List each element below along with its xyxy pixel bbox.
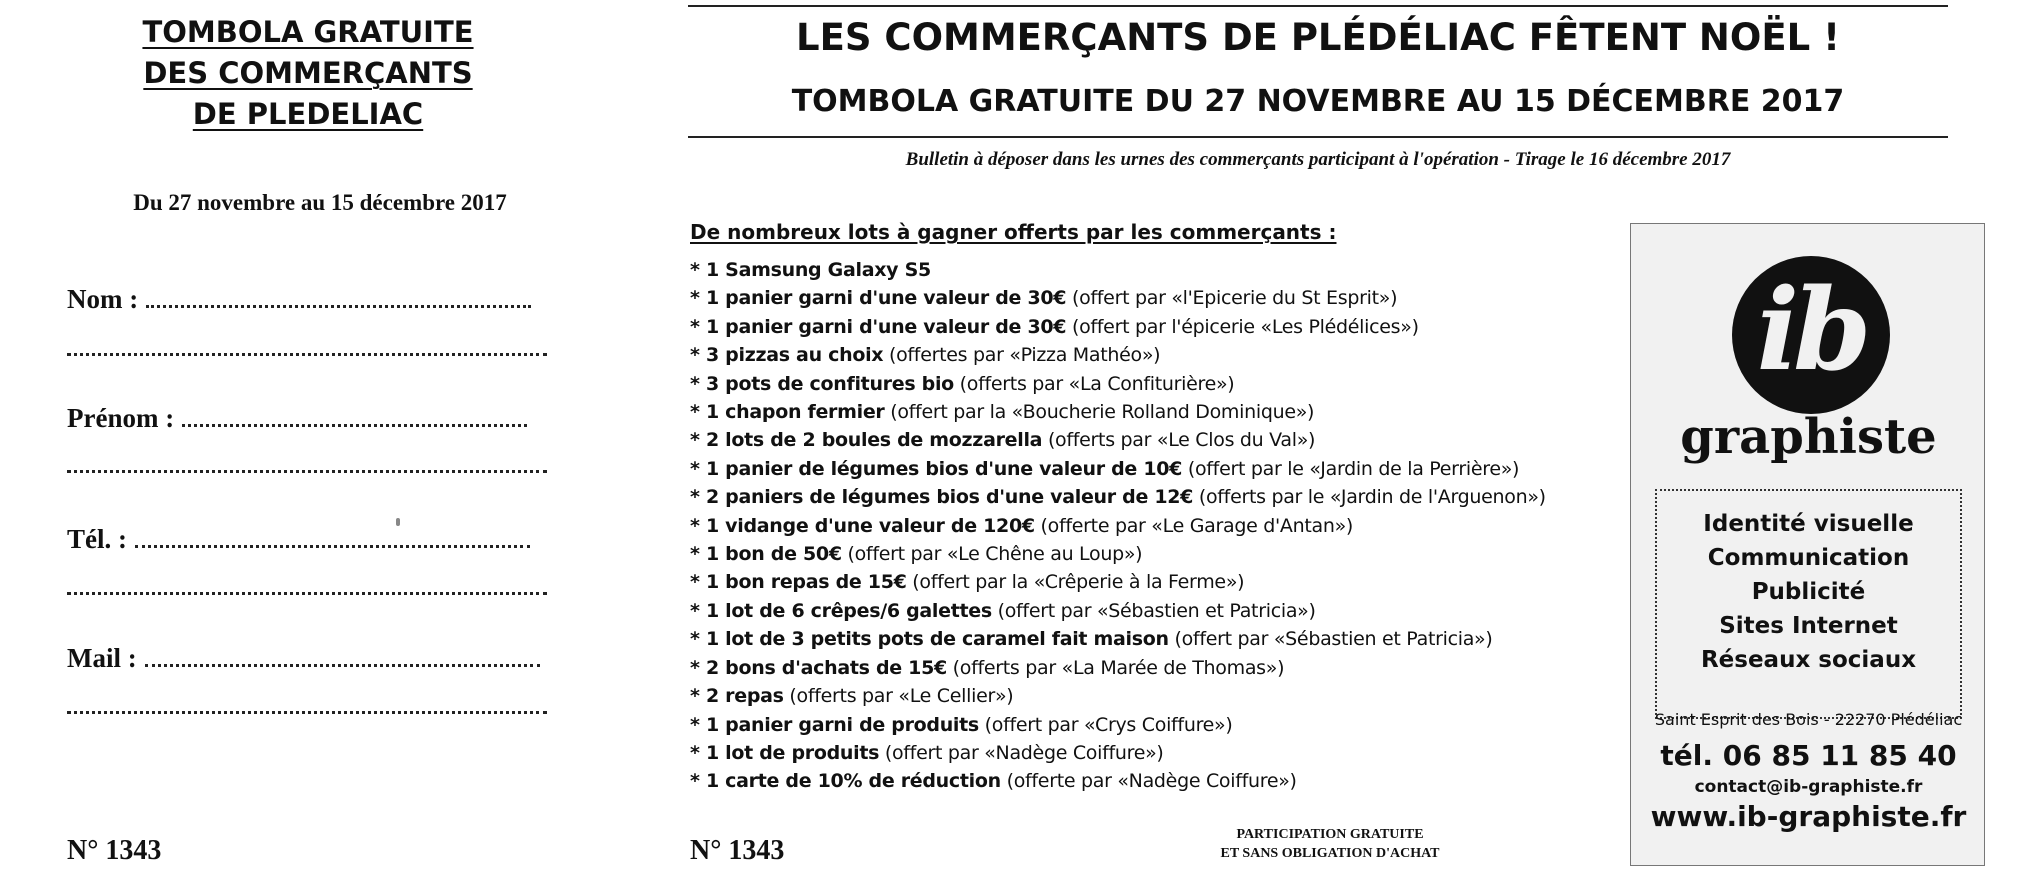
main-title: LES COMMERÇANTS DE PLÉDÉLIAC FÊTENT NOËL ! xyxy=(796,16,1840,59)
scan-speck xyxy=(396,518,400,526)
ticket-stub xyxy=(0,0,660,878)
prize-item: * 1 panier garni d'une valeur de 30€ (offert par «l'Epicerie du St Esprit») xyxy=(690,287,1398,310)
tel-field[interactable] xyxy=(67,524,547,555)
ad-phone: tél. 06 85 11 85 40 xyxy=(1660,739,1957,772)
service-item: Publicité xyxy=(1751,579,1866,605)
logo-mark: ib xyxy=(1756,265,1866,396)
prize-item: * 1 bon de 50€ (offert par «Le Chêne au Loup») xyxy=(690,543,1143,566)
ticket-main xyxy=(660,0,2024,878)
nom-extra-line[interactable] xyxy=(67,351,547,356)
prize-item: * 2 repas (offerts par «Le Cellier») xyxy=(690,685,1014,708)
service-item: Réseaux sociaux xyxy=(1700,647,1917,673)
prize-item: * 1 lot de 3 petits pots de caramel fait maison (offert par «Sébastien et Patricia») xyxy=(690,628,1493,651)
participation-notice xyxy=(1200,825,1460,863)
prenom-label: Prénom : xyxy=(67,403,175,433)
stub-title-line: TOMBOLA GRATUITE xyxy=(142,15,474,49)
prenom-extra-line[interactable] xyxy=(67,468,547,473)
stub-dates: Du 27 novembre au 15 décembre 2017 xyxy=(133,190,507,215)
prize-item: * 3 pots de confitures bio (offerts par «La Confiturière») xyxy=(690,372,1235,395)
mail-line[interactable] xyxy=(145,664,540,667)
top-rule xyxy=(688,5,1948,7)
stub-title xyxy=(88,12,528,135)
tel-line[interactable] xyxy=(135,545,530,548)
service-item: Sites Internet xyxy=(1719,613,1898,639)
prize-item: * 1 vidange d'une valeur de 120€ (offerte par «Le Garage d'Antan») xyxy=(690,514,1354,537)
prize-item: * 1 lot de produits (offert par «Nadège Coiffure») xyxy=(690,741,1164,764)
stub-title-line: DES COMMERÇANTS xyxy=(143,56,473,90)
prizes-list xyxy=(690,256,1546,796)
prenom-line[interactable] xyxy=(182,424,527,427)
tel-label: Tél. : xyxy=(67,524,127,554)
participation-line: PARTICIPATION GRATUITE xyxy=(1236,827,1424,842)
ib-logo-icon xyxy=(1732,256,1890,414)
tel-extra-line[interactable] xyxy=(67,590,547,595)
logo-wordmark: graphiste xyxy=(1680,409,1937,465)
middle-rule xyxy=(688,136,1948,138)
prize-item: * 1 bon repas de 15€ (offert par la «Crêperie à la Ferme») xyxy=(690,571,1245,594)
mail-label: Mail : xyxy=(67,643,137,673)
main-subtitle: TOMBOLA GRATUITE DU 27 NOVEMBRE AU 15 DÉCEMBRE 2017 xyxy=(791,84,1845,119)
prize-item: * 1 lot de 6 crêpes/6 galettes (offert par «Sébastien et Patricia») xyxy=(690,599,1316,622)
prize-item: * 3 pizzas au choix (offertes par «Pizza Mathéo») xyxy=(690,344,1161,367)
nom-label: Nom : xyxy=(67,284,139,314)
prize-item: * 1 panier de légumes bios d'une valeur de 10€ (offert par le «Jardin de la Perrière») xyxy=(690,457,1520,480)
ad-address: Saint Esprit des Bois - 22270 Plédéliac xyxy=(1654,710,1963,729)
sponsor-ad xyxy=(1630,223,1985,866)
mail-field[interactable] xyxy=(67,643,547,674)
stub-ticket-number: N° 1343 xyxy=(67,835,162,866)
prize-item: * 2 bons d'achats de 15€ (offerts par «La Marée de Thomas») xyxy=(690,656,1285,679)
prize-item: * 1 chapon fermier (offert par la «Boucherie Rolland Dominique») xyxy=(690,401,1315,424)
nom-line[interactable] xyxy=(146,305,531,308)
prize-item: * 1 panier garni de produits (offert par «Crys Coiffure») xyxy=(690,713,1233,736)
participation-line: ET SANS OBLIGATION D'ACHAT xyxy=(1220,846,1440,861)
mail-extra-line[interactable] xyxy=(67,709,547,714)
main-ticket-number: N° 1343 xyxy=(690,835,785,866)
service-item: Identité visuelle xyxy=(1703,511,1914,537)
prize-item: * 1 panier garni d'une valeur de 30€ (offert par l'épicerie «Les Plédélices») xyxy=(690,315,1419,338)
bulletin-instructions: Bulletin à déposer dans les urnes des commerçants participant à l'opération - Tirage le 16 décembre 2017 xyxy=(905,149,1731,170)
nom-field[interactable] xyxy=(67,284,547,315)
service-item: Communication xyxy=(1707,545,1910,571)
prizes-heading: De nombreux lots à gagner offerts par les commerçants : xyxy=(690,220,1337,244)
stub-title-line: DE PLEDELIAC xyxy=(192,97,424,131)
prize-item: * 1 Samsung Galaxy S5 xyxy=(690,259,931,281)
prize-item: * 2 paniers de légumes bios d'une valeur de 12€ (offerts par le «Jardin de l'Arguenon») xyxy=(690,486,1546,509)
prize-item: * 1 carte de 10% de réduction (offerte par «Nadège Coiffure») xyxy=(690,770,1297,793)
ad-email: contact@ib-graphiste.fr xyxy=(1694,777,1923,797)
prenom-field[interactable] xyxy=(67,403,547,434)
services-box xyxy=(1655,489,1962,719)
prize-item: * 2 lots de 2 boules de mozzarella (offerts par «Le Clos du Val») xyxy=(690,429,1316,452)
ad-website: www.ib-graphiste.fr xyxy=(1650,800,1967,833)
